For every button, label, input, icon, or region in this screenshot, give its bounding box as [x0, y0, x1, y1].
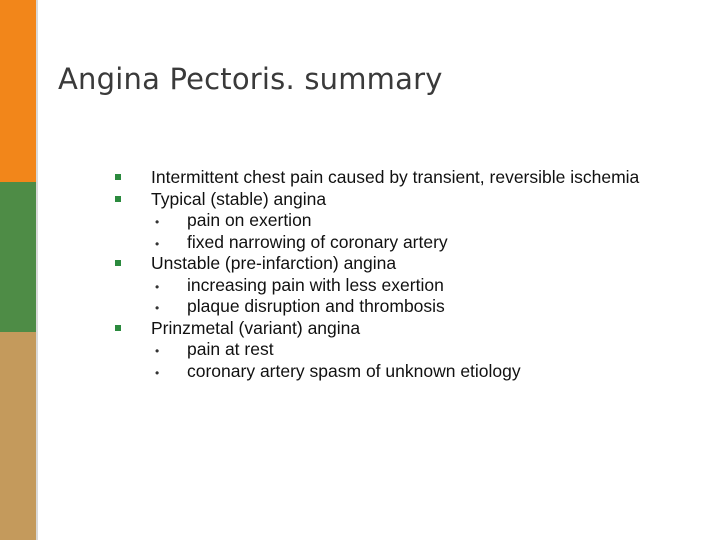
dot-bullet-icon: •: [155, 236, 160, 251]
sub-bullet-text: increasing pain with less exertion: [187, 274, 444, 295]
square-bullet-icon: [115, 260, 121, 266]
sub-bullet-text: coronary artery spasm of unknown etiology: [187, 360, 521, 381]
sidebar-band-orange: [0, 0, 36, 182]
bullet-text: Unstable (pre-infarction) angina: [151, 253, 397, 273]
sidebar-divider: [36, 0, 38, 540]
bullet-text: Intermittent chest pain caused by transient, reversible ischemia: [151, 167, 640, 187]
bullet-text: Typical (stable) angina: [151, 188, 327, 209]
sidebar-band-tan: [0, 332, 36, 540]
sub-bullet-text: pain on exertion: [187, 210, 312, 230]
sidebar-decoration: [0, 0, 36, 540]
sub-bullet-text: pain at rest: [187, 339, 274, 359]
sub-bullet-text: plaque disruption and thrombosis: [187, 296, 445, 316]
dot-bullet-icon: •: [155, 215, 160, 229]
sub-bullet-text: fixed narrowing of coronary artery: [187, 231, 448, 252]
bullet-item: [115, 318, 675, 383]
dot-bullet-icon: •: [155, 279, 160, 294]
bullet-item: [115, 167, 675, 189]
square-bullet-icon: [115, 196, 121, 202]
bullet-item: [115, 253, 675, 318]
sub-bullet-item: [151, 339, 675, 361]
sidebar-band-green: [0, 182, 36, 332]
slide-title: Angina Pectoris. summary: [58, 62, 443, 96]
sub-bullet-item: [151, 232, 675, 254]
slide-body: [115, 167, 675, 382]
square-bullet-icon: [115, 325, 121, 331]
square-bullet-icon: [115, 174, 121, 180]
sub-bullet-item: [151, 296, 675, 318]
bullet-text: Prinzmetal (variant) angina: [151, 317, 361, 338]
dot-bullet-icon: •: [155, 344, 160, 358]
sub-bullet-item: [151, 275, 675, 297]
bullet-item: [115, 189, 675, 254]
sub-bullet-item: [151, 210, 675, 232]
dot-bullet-icon: •: [155, 301, 160, 315]
dot-bullet-icon: •: [155, 365, 160, 380]
sub-bullet-item: [151, 361, 675, 383]
